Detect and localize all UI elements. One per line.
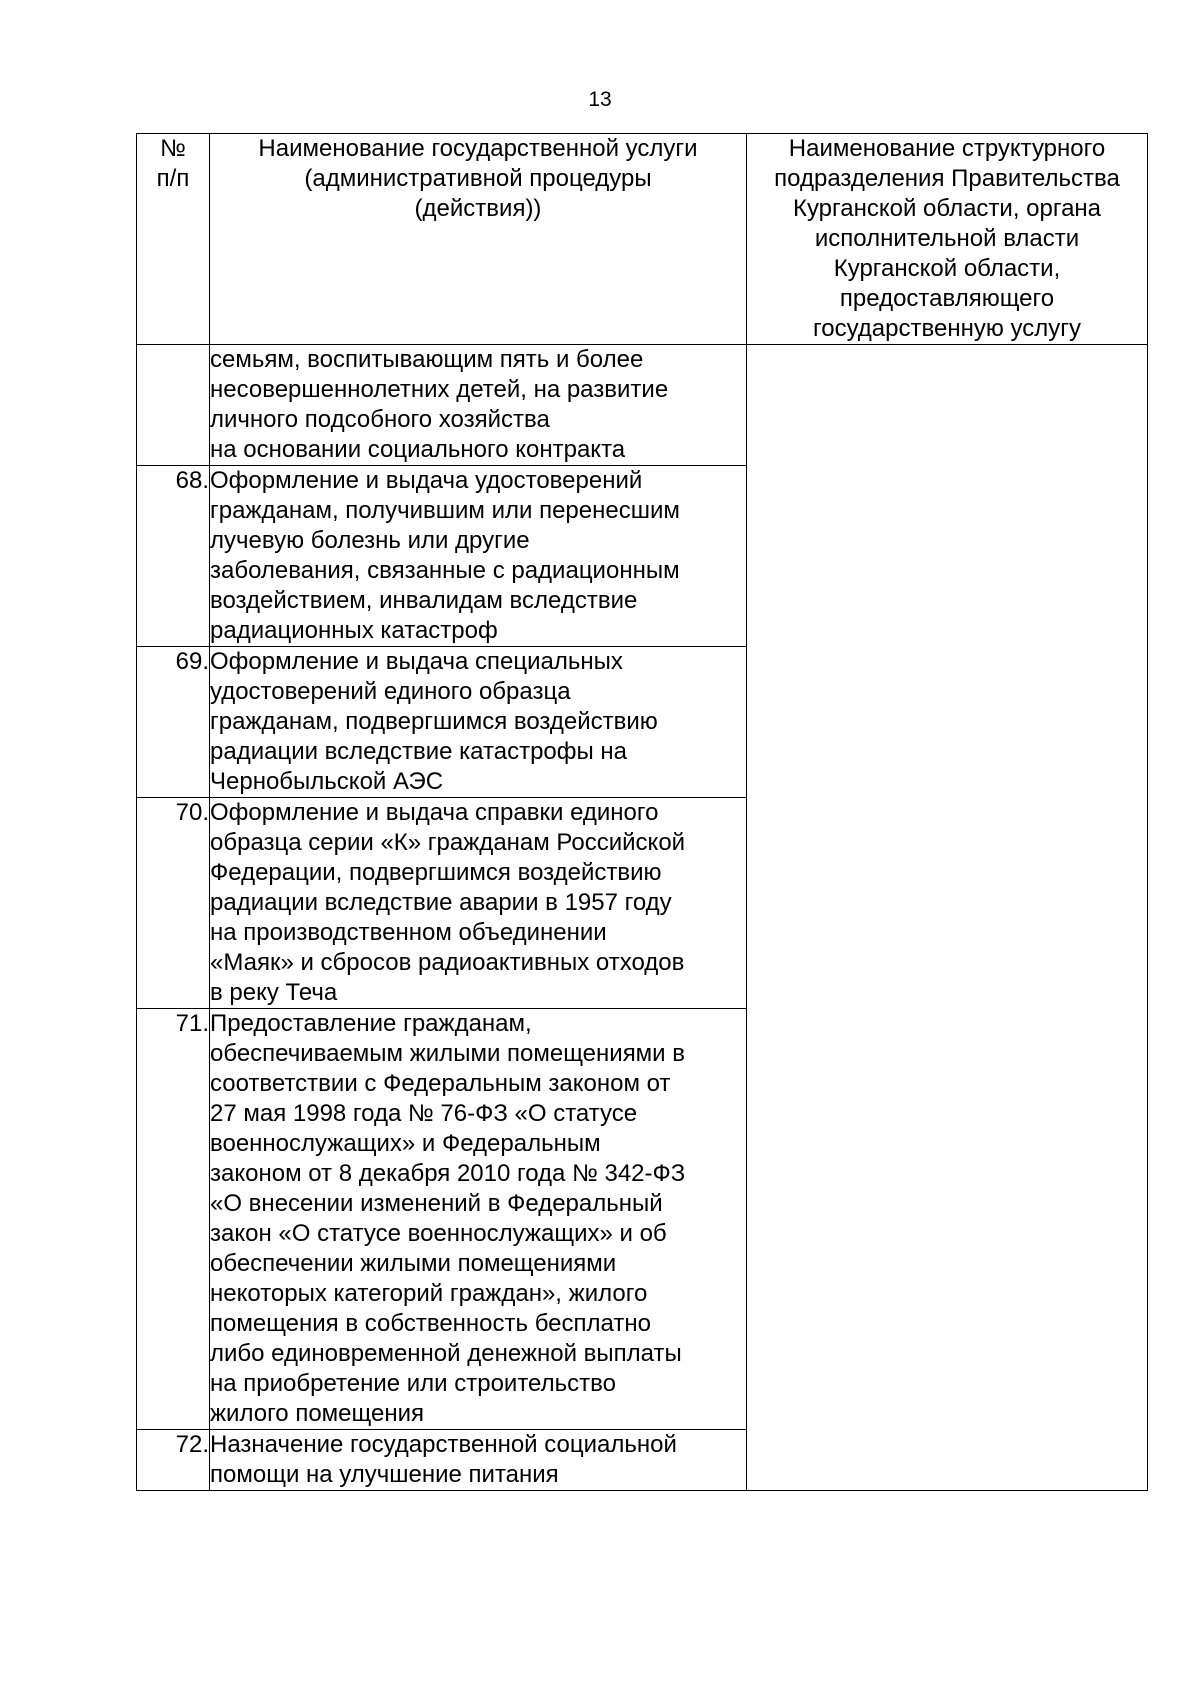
header-line: Наименование структурного: [788, 135, 1106, 162]
row-number: 69.: [137, 647, 210, 798]
service-name-line: семьям, воспитывающим пять и более: [210, 346, 644, 373]
service-name-line: обеспечении жилыми помещениями: [210, 1250, 617, 1277]
service-name-line: гражданам, получившим или перенесшим: [210, 497, 680, 524]
service-name-cell: [210, 1009, 747, 1430]
service-name-cell: [210, 798, 747, 1009]
service-name-line: на производственном объединении: [210, 919, 607, 946]
service-name-cell: [210, 345, 747, 466]
service-name-line: несовершеннолетних детей, на развитие: [210, 376, 669, 403]
service-name-line: на основании социального контракта: [210, 436, 626, 463]
row-number: [137, 345, 210, 466]
organization-cell: [747, 345, 1148, 1491]
service-name-line: личного подсобного хозяйства: [210, 406, 550, 433]
header-line: исполнительной власти: [814, 225, 1080, 252]
service-name-line: заболевания, связанные с радиационным: [210, 557, 680, 584]
column-header-service-name: [210, 134, 747, 345]
service-name-line: обеспечиваемым жилыми помещениями в: [210, 1040, 686, 1067]
service-name-line: Оформление и выдача справки единого: [210, 799, 659, 826]
page-number: 13: [588, 88, 612, 111]
service-name-line: закон «О статусе военнослужащих» и об: [210, 1220, 667, 1247]
service-name-line: Оформление и выдача удостоверений: [210, 467, 643, 494]
service-name-line: на приобретение или строительство: [210, 1370, 616, 1397]
service-name-line: гражданам, подвергшимся воздействию: [210, 708, 658, 735]
column-header-organization: [747, 134, 1148, 345]
service-name-line: удостоверений единого образца: [210, 678, 571, 705]
service-name-line: Чернобыльской АЭС: [210, 768, 444, 795]
service-name-line: Назначение государственной социальной: [210, 1431, 677, 1458]
service-name-cell: [210, 1430, 747, 1491]
table-row: [137, 345, 1148, 466]
service-name-line: некоторых категорий граждан», жилого: [210, 1280, 648, 1307]
service-name-line: «Маяк» и сбросов радиоактивных отходов: [210, 949, 685, 976]
table-header-row: [137, 134, 1148, 345]
service-name-line: радиационных катастроф: [210, 617, 498, 644]
services-table: [136, 133, 1148, 1491]
service-name-line: соответствии с Федеральным законом от: [210, 1070, 671, 1097]
header-line: Наименование государственной услуги: [258, 135, 698, 162]
service-name-line: Федерации, подвергшимся воздействию: [210, 859, 662, 886]
service-name-line: 27 мая 1998 года № 76-ФЗ «О статусе: [210, 1100, 638, 1127]
service-name-line: в реку Теча: [210, 979, 338, 1006]
row-number: 70.: [137, 798, 210, 1009]
service-name-line: Предоставление гражданам,: [210, 1010, 532, 1037]
header-line: №: [160, 135, 186, 162]
row-number: 72.: [137, 1430, 210, 1491]
service-name-line: радиации вследствие аварии в 1957 году: [210, 889, 672, 916]
service-name-line: радиации вследствие катастрофы на: [210, 738, 628, 765]
service-name-line: воздействием, инвалидам вследствие: [210, 587, 638, 614]
header-line: подразделения Правительства: [774, 165, 1120, 192]
service-name-line: жилого помещения: [210, 1400, 424, 1427]
header-line: (административной процедуры: [304, 165, 652, 192]
service-name-line: «О внесении изменений в Федеральный: [210, 1190, 663, 1217]
header-line: Курганской области,: [833, 255, 1061, 282]
row-number: 71.: [137, 1009, 210, 1430]
service-name-line: либо единовременной денежной выплаты: [210, 1340, 682, 1367]
service-name-line: образца серии «К» гражданам Российской: [210, 829, 686, 856]
service-name-line: помещения в собственность бесплатно: [210, 1310, 651, 1337]
column-header-number: [137, 134, 210, 345]
service-name-line: законом от 8 декабря 2010 года № 342-ФЗ: [210, 1160, 686, 1187]
header-line: (действия)): [414, 195, 542, 222]
service-name-line: военнослужащих» и Федеральным: [210, 1130, 601, 1157]
header-line: Курганской области, органа: [792, 195, 1102, 222]
service-name-cell: [210, 647, 747, 798]
header-line: п/п: [156, 165, 190, 192]
header-line: государственную услугу: [813, 315, 1081, 342]
service-name-line: помощи на улучшение питания: [210, 1461, 559, 1488]
service-name-line: лучевую болезнь или другие: [210, 527, 530, 554]
service-name-cell: [210, 466, 747, 647]
service-name-line: Оформление и выдача специальных: [210, 648, 623, 675]
row-number: 68.: [137, 466, 210, 647]
header-line: предоставляющего: [839, 285, 1055, 312]
